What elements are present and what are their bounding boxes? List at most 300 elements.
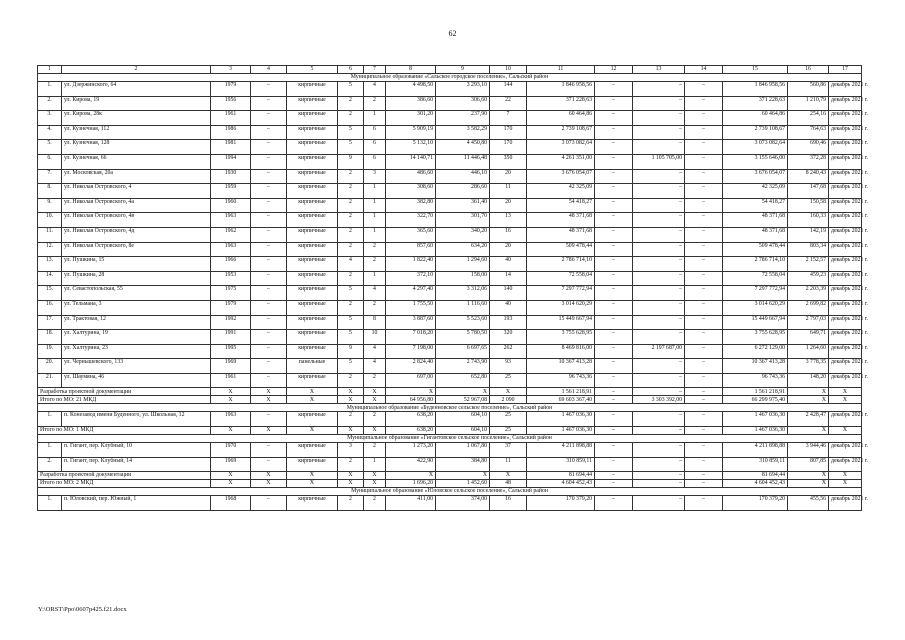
table-cell: – bbox=[685, 496, 723, 511]
table-cell: 2 797,03 bbox=[788, 315, 829, 330]
table-row bbox=[38, 227, 862, 242]
table-cell: кирпичные bbox=[287, 271, 338, 286]
table-cell: 1 bbox=[364, 227, 386, 242]
table-cell: 1 210,79 bbox=[788, 96, 829, 111]
table-cell: 3 073 082,64 bbox=[527, 140, 595, 155]
table-cell: – bbox=[595, 96, 633, 111]
table-cell: 2 bbox=[338, 271, 364, 286]
total-cell: 1 561 218,91 bbox=[527, 388, 595, 396]
table-cell: декабрь 2021 г. bbox=[829, 330, 862, 345]
table-cell: – bbox=[251, 373, 287, 388]
table-cell: 560,86 bbox=[788, 82, 829, 97]
table-cell: 237,90 bbox=[436, 111, 490, 126]
table-cell: 5 132,10 bbox=[386, 140, 436, 155]
total-cell: X bbox=[829, 472, 862, 480]
table-cell: – bbox=[633, 257, 685, 272]
table-cell: 8 469 816,00 bbox=[527, 344, 595, 359]
table-cell: – bbox=[685, 457, 723, 472]
table-cell: 96 743,36 bbox=[527, 373, 595, 388]
table-cell: 4 211 898,88 bbox=[723, 443, 788, 458]
table-cell: – bbox=[251, 169, 287, 184]
address-cell: ул. Чернышевского, 133 bbox=[62, 359, 211, 374]
table-cell: – bbox=[633, 373, 685, 388]
table-cell: – bbox=[633, 213, 685, 228]
table-cell: 96 743,36 bbox=[723, 373, 788, 388]
table-cell: – bbox=[633, 412, 685, 427]
table-cell: – bbox=[633, 82, 685, 97]
table-cell: 1 822,40 bbox=[386, 257, 436, 272]
table-cell: – bbox=[251, 344, 287, 359]
total-cell: X bbox=[788, 388, 829, 396]
total-cell: 52 967,08 bbox=[436, 396, 490, 404]
table-cell: 1 755,50 bbox=[386, 300, 436, 315]
table-cell: 3 676 054,07 bbox=[527, 169, 595, 184]
total-cell: X bbox=[211, 480, 251, 488]
table-cell: 5 bbox=[338, 125, 364, 140]
table-cell: – bbox=[595, 373, 633, 388]
table-cell: кирпичные bbox=[287, 242, 338, 257]
table-cell: 697,00 bbox=[386, 373, 436, 388]
table-cell: 11 bbox=[490, 457, 527, 472]
table-cell: 1 264,60 bbox=[788, 344, 829, 359]
table-cell: – bbox=[595, 496, 633, 511]
table-cell: кирпичные bbox=[287, 198, 338, 213]
table-cell: 372,10 bbox=[386, 271, 436, 286]
column-number: 5 bbox=[287, 66, 338, 74]
address-cell: ул. Николая Островского, 4д bbox=[62, 227, 211, 242]
table-row bbox=[38, 184, 862, 199]
total-cell: X bbox=[788, 427, 829, 435]
table-cell: – bbox=[251, 359, 287, 374]
total-label: Итого по МО: 1 МКД bbox=[38, 427, 211, 435]
table-cell: 5. bbox=[38, 140, 62, 155]
total-cell: – bbox=[595, 388, 633, 396]
table-cell: 1 bbox=[364, 184, 386, 199]
table-cell: – bbox=[633, 315, 685, 330]
table-cell: – bbox=[251, 184, 287, 199]
total-cell: 4 604 452,43 bbox=[527, 480, 595, 488]
table-cell: 1986 bbox=[211, 125, 251, 140]
total-cell: 25 bbox=[490, 427, 527, 435]
table-cell: 1956 bbox=[211, 96, 251, 111]
total-cell: X bbox=[338, 388, 364, 396]
table-cell: – bbox=[595, 300, 633, 315]
table-cell: 690,46 bbox=[788, 140, 829, 155]
table-cell: 1979 bbox=[211, 82, 251, 97]
table-cell: – bbox=[685, 227, 723, 242]
table-cell: 7. bbox=[38, 169, 62, 184]
total-cell: X bbox=[829, 480, 862, 488]
table-cell: 2 699,82 bbox=[788, 300, 829, 315]
table-cell: 1 bbox=[364, 111, 386, 126]
table-cell: 2 bbox=[364, 257, 386, 272]
table-cell: 4 bbox=[364, 359, 386, 374]
table-cell: декабрь 2021 г. bbox=[829, 125, 862, 140]
total-cell: X bbox=[211, 388, 251, 396]
table-cell: – bbox=[685, 82, 723, 97]
table-cell: 3 755 628,95 bbox=[723, 330, 788, 345]
address-cell: ул. Пушкина, 28 bbox=[62, 271, 211, 286]
table-row bbox=[38, 315, 862, 330]
table-cell: – bbox=[633, 496, 685, 511]
total-cell: X bbox=[211, 472, 251, 480]
table-row bbox=[38, 140, 862, 155]
table-cell: 1. bbox=[38, 496, 62, 511]
total-cell: X bbox=[490, 472, 527, 480]
table-cell: 322,70 bbox=[386, 213, 436, 228]
table-row bbox=[38, 198, 862, 213]
table-cell: кирпичные bbox=[287, 184, 338, 199]
table-cell: 422,90 bbox=[386, 457, 436, 472]
table-cell: – bbox=[251, 82, 287, 97]
table-cell: 4 bbox=[338, 257, 364, 272]
total-row bbox=[38, 427, 862, 435]
total-cell: X bbox=[251, 427, 287, 435]
total-cell: 1 452,60 bbox=[436, 480, 490, 488]
table-cell: декабрь 2021 г. bbox=[829, 169, 862, 184]
table-row bbox=[38, 300, 862, 315]
table-cell: 5 780,50 bbox=[436, 330, 490, 345]
table-cell: 2 bbox=[364, 300, 386, 315]
table-cell: 14 140,71 bbox=[386, 154, 436, 169]
total-cell: X bbox=[338, 480, 364, 488]
table-row bbox=[38, 257, 862, 272]
table-cell: – bbox=[685, 412, 723, 427]
table-cell: 1 846 958,56 bbox=[723, 82, 788, 97]
table-cell: кирпичные bbox=[287, 96, 338, 111]
table-cell: – bbox=[251, 242, 287, 257]
table-cell: декабрь 2021 г. bbox=[829, 315, 862, 330]
table-cell: – bbox=[685, 300, 723, 315]
table-cell: 7 018,20 bbox=[386, 330, 436, 345]
column-number: 3 bbox=[211, 66, 251, 74]
table-cell: 2 bbox=[338, 169, 364, 184]
table-cell: 1991 bbox=[211, 330, 251, 345]
table-cell: – bbox=[685, 213, 723, 228]
table-cell: 2 bbox=[338, 96, 364, 111]
table-cell: 306,60 bbox=[436, 96, 490, 111]
table-cell: 14 bbox=[490, 271, 527, 286]
table-cell: – bbox=[595, 271, 633, 286]
table-cell: 7 297 772,94 bbox=[527, 286, 595, 301]
table-cell: 509 478,44 bbox=[723, 242, 788, 257]
total-cell: X bbox=[251, 388, 287, 396]
table-cell: 371 228,63 bbox=[723, 96, 788, 111]
address-cell: п. Гигант, пер. Клубный, 14 bbox=[62, 457, 211, 472]
total-cell: X bbox=[364, 396, 386, 404]
table-cell: 2 bbox=[338, 213, 364, 228]
table-cell: 60 464,86 bbox=[527, 111, 595, 126]
table-cell: 11 446,48 bbox=[436, 154, 490, 169]
total-cell: – bbox=[595, 480, 633, 488]
table-cell: 20 bbox=[490, 169, 527, 184]
table-cell: 48 371,68 bbox=[527, 213, 595, 228]
table-cell: 3 bbox=[338, 443, 364, 458]
table-row bbox=[38, 125, 862, 140]
table-cell: кирпичные bbox=[287, 496, 338, 511]
section-title: Муниципальное образование «Гигантовское сельское поселение», Сальский район bbox=[38, 435, 862, 443]
total-cell: – bbox=[685, 472, 723, 480]
table-cell: 2 743,90 bbox=[436, 359, 490, 374]
total-label: Итого по МО: 21 МКД bbox=[38, 396, 211, 404]
table-cell: 764,63 bbox=[788, 125, 829, 140]
table-cell: 60 464,86 bbox=[723, 111, 788, 126]
table-cell: – bbox=[251, 198, 287, 213]
table-cell: 11 bbox=[490, 184, 527, 199]
address-cell: п. Юловский, пер. Южный, 1 bbox=[62, 496, 211, 511]
total-cell: – bbox=[633, 388, 685, 396]
table-cell: 3 155 646,00 bbox=[723, 154, 788, 169]
total-cell: – bbox=[633, 427, 685, 435]
total-cell: 81 694,44 bbox=[723, 472, 788, 480]
table-cell: 3 293,10 bbox=[436, 82, 490, 97]
table-cell: декабрь 2021 г. bbox=[829, 300, 862, 315]
total-cell: 1 467 036,30 bbox=[527, 427, 595, 435]
table-cell: 10 367 413,28 bbox=[723, 359, 788, 374]
table-row bbox=[38, 213, 862, 228]
table-cell: 4 498,50 bbox=[386, 82, 436, 97]
table-cell: 382,80 bbox=[386, 198, 436, 213]
table-cell: 2 786 714,10 bbox=[527, 257, 595, 272]
table-cell: 1981 bbox=[211, 140, 251, 155]
table-cell: 9. bbox=[38, 198, 62, 213]
table-cell: декабрь 2021 г. bbox=[829, 457, 862, 472]
table-cell: 5 bbox=[338, 286, 364, 301]
table-cell: 262 bbox=[490, 344, 527, 359]
table-row bbox=[38, 242, 862, 257]
table-cell: – bbox=[595, 412, 633, 427]
table-cell: кирпичные bbox=[287, 412, 338, 427]
column-number: 13 bbox=[633, 66, 685, 74]
table-cell: 9 bbox=[338, 154, 364, 169]
table-cell: 7 bbox=[490, 111, 527, 126]
table-cell: 2 bbox=[338, 496, 364, 511]
total-cell: 3 303 392,00 bbox=[633, 396, 685, 404]
total-cell: X bbox=[338, 427, 364, 435]
total-cell: X bbox=[386, 388, 436, 396]
table-row bbox=[38, 111, 862, 126]
table-cell: 371 228,63 bbox=[527, 96, 595, 111]
table-cell: 2 bbox=[338, 242, 364, 257]
table-cell: 48 371,68 bbox=[723, 227, 788, 242]
table-cell: – bbox=[685, 373, 723, 388]
column-number: 8 bbox=[386, 66, 436, 74]
table-cell: кирпичные bbox=[287, 213, 338, 228]
table-cell: кирпичные bbox=[287, 300, 338, 315]
table-cell: – bbox=[251, 315, 287, 330]
table-cell: – bbox=[595, 344, 633, 359]
column-number: 11 bbox=[527, 66, 595, 74]
table-cell: – bbox=[685, 286, 723, 301]
table-cell: кирпичные bbox=[287, 257, 338, 272]
total-cell: X bbox=[251, 480, 287, 488]
total-cell: – bbox=[595, 396, 633, 404]
address-cell: ул. Шаумяна, 46 bbox=[62, 373, 211, 388]
total-cell: 2 090 bbox=[490, 396, 527, 404]
table-cell: 9 bbox=[338, 344, 364, 359]
table-cell: – bbox=[633, 140, 685, 155]
table-cell: – bbox=[251, 457, 287, 472]
total-cell: X bbox=[287, 427, 338, 435]
table-cell: 803,34 bbox=[788, 242, 829, 257]
section-header-row bbox=[38, 404, 862, 412]
total-cell: 69 603 367,40 bbox=[527, 396, 595, 404]
table-row bbox=[38, 96, 862, 111]
table-cell: 18. bbox=[38, 330, 62, 345]
table-cell: декабрь 2021 г. bbox=[829, 96, 862, 111]
table-cell: – bbox=[633, 96, 685, 111]
table-cell: 1963 bbox=[211, 412, 251, 427]
table-cell: – bbox=[685, 359, 723, 374]
table-cell: 8 240,43 bbox=[788, 169, 829, 184]
table-cell: – bbox=[685, 96, 723, 111]
table-cell: 1 467 036,30 bbox=[723, 412, 788, 427]
table-cell: 10 bbox=[364, 330, 386, 345]
table-cell: – bbox=[595, 140, 633, 155]
column-number: 16 bbox=[788, 66, 829, 74]
table-cell: 2 203,39 bbox=[788, 286, 829, 301]
table-cell: 2 bbox=[338, 412, 364, 427]
table-cell: 2 bbox=[338, 111, 364, 126]
table-cell: 254,16 bbox=[788, 111, 829, 126]
table-cell: 170 379,20 bbox=[723, 496, 788, 511]
table-cell: 1979 bbox=[211, 300, 251, 315]
table-cell: 1. bbox=[38, 82, 62, 97]
table-cell: 1968 bbox=[211, 496, 251, 511]
table-cell: – bbox=[251, 213, 287, 228]
total-cell: 64 956,80 bbox=[386, 396, 436, 404]
table-cell: 455,56 bbox=[788, 496, 829, 511]
address-cell: ул. Кирова, 19 bbox=[62, 96, 211, 111]
table-cell: 22 bbox=[490, 96, 527, 111]
table-cell: – bbox=[595, 198, 633, 213]
table-cell: 11. bbox=[38, 227, 62, 242]
table-cell: 1 bbox=[364, 457, 386, 472]
table-cell: кирпичные bbox=[287, 373, 338, 388]
address-cell: ул. Николая Островского, 4а bbox=[62, 198, 211, 213]
table-cell: 5 bbox=[338, 330, 364, 345]
table-cell: – bbox=[595, 111, 633, 126]
table-cell: 8 bbox=[364, 315, 386, 330]
table-cell: – bbox=[633, 271, 685, 286]
table-cell: – bbox=[685, 344, 723, 359]
table-cell: – bbox=[251, 257, 287, 272]
table-cell: 1. bbox=[38, 412, 62, 427]
table-row bbox=[38, 169, 862, 184]
total-cell: X bbox=[287, 480, 338, 488]
table-cell: кирпичные bbox=[287, 286, 338, 301]
table-cell: 1 846 958,56 bbox=[527, 82, 595, 97]
table-cell: – bbox=[685, 125, 723, 140]
table-cell: 2 bbox=[364, 496, 386, 511]
table-row bbox=[38, 271, 862, 286]
address-cell: ул. Трактовая, 12 bbox=[62, 315, 211, 330]
table-cell: 13 bbox=[490, 213, 527, 228]
table-cell: 652,80 bbox=[436, 373, 490, 388]
table-cell: – bbox=[595, 286, 633, 301]
table-cell: кирпичные bbox=[287, 443, 338, 458]
table-cell: 1961 bbox=[211, 111, 251, 126]
table-cell: декабрь 2021 г. bbox=[829, 154, 862, 169]
table-cell: 1930 bbox=[211, 169, 251, 184]
address-cell: ул. Кирова, 28к bbox=[62, 111, 211, 126]
total-cell: 48 bbox=[490, 480, 527, 488]
total-cell: 1 561 218,91 bbox=[723, 388, 788, 396]
table-cell: 2 bbox=[364, 373, 386, 388]
table-cell: 6 697,65 bbox=[436, 344, 490, 359]
table-cell: 446,10 bbox=[436, 169, 490, 184]
table-cell: 48 371,68 bbox=[527, 227, 595, 242]
address-cell: ул. Кузнечная, 112 bbox=[62, 125, 211, 140]
total-cell: X bbox=[338, 472, 364, 480]
table-cell: 5 523,60 bbox=[436, 315, 490, 330]
table-cell: 509 478,44 bbox=[527, 242, 595, 257]
table-cell: 1 273,20 bbox=[386, 443, 436, 458]
total-label: Разработка проектной документации bbox=[38, 472, 211, 480]
table-cell: кирпичные bbox=[287, 82, 338, 97]
table-row bbox=[38, 496, 862, 511]
table-cell: 1 bbox=[364, 213, 386, 228]
total-cell: X bbox=[829, 396, 862, 404]
table-cell: – bbox=[633, 443, 685, 458]
address-cell: ул. Пушкина, 15 bbox=[62, 257, 211, 272]
table-cell: – bbox=[251, 96, 287, 111]
table-cell: – bbox=[251, 154, 287, 169]
table-cell: 5 909,19 bbox=[386, 125, 436, 140]
total-cell: – bbox=[685, 388, 723, 396]
table-cell: 48 371,68 bbox=[723, 213, 788, 228]
total-cell: 638,20 bbox=[386, 427, 436, 435]
table-cell: 158,00 bbox=[436, 271, 490, 286]
total-cell: X bbox=[287, 396, 338, 404]
table-cell: декабрь 2021 г. bbox=[829, 82, 862, 97]
table-cell: – bbox=[633, 198, 685, 213]
table-cell: – bbox=[633, 111, 685, 126]
table-cell: – bbox=[595, 315, 633, 330]
total-cell: X bbox=[364, 480, 386, 488]
table-cell: – bbox=[685, 257, 723, 272]
table-row bbox=[38, 344, 862, 359]
table-cell: 1969 bbox=[211, 359, 251, 374]
table-cell: 1 067,80 bbox=[436, 443, 490, 458]
table-cell: 25 bbox=[490, 412, 527, 427]
table-cell: декабрь 2021 г. bbox=[829, 373, 862, 388]
table-cell: 857,60 bbox=[386, 242, 436, 257]
table-cell: – bbox=[685, 169, 723, 184]
table-cell: кирпичные bbox=[287, 169, 338, 184]
table-cell: 12. bbox=[38, 242, 62, 257]
table-cell: кирпичные bbox=[287, 344, 338, 359]
table-cell: – bbox=[251, 496, 287, 511]
table-cell: 286,60 bbox=[436, 184, 490, 199]
total-row bbox=[38, 388, 862, 396]
table-cell: 15. bbox=[38, 286, 62, 301]
table-cell: 25 bbox=[490, 373, 527, 388]
address-cell: п. Конезавод имени Буденного, ул. Школьная, 12 bbox=[62, 412, 211, 427]
table-cell: 37 bbox=[490, 443, 527, 458]
table-row bbox=[38, 154, 862, 169]
register-table bbox=[37, 65, 868, 511]
table-cell: 13. bbox=[38, 257, 62, 272]
table-cell: – bbox=[633, 227, 685, 242]
total-cell: X bbox=[364, 427, 386, 435]
table-cell: 4. bbox=[38, 125, 62, 140]
table-cell: 2 739 108,67 bbox=[527, 125, 595, 140]
table-cell: – bbox=[251, 300, 287, 315]
table-cell: кирпичные bbox=[287, 140, 338, 155]
table-cell: 2 bbox=[338, 198, 364, 213]
total-cell: – bbox=[685, 480, 723, 488]
